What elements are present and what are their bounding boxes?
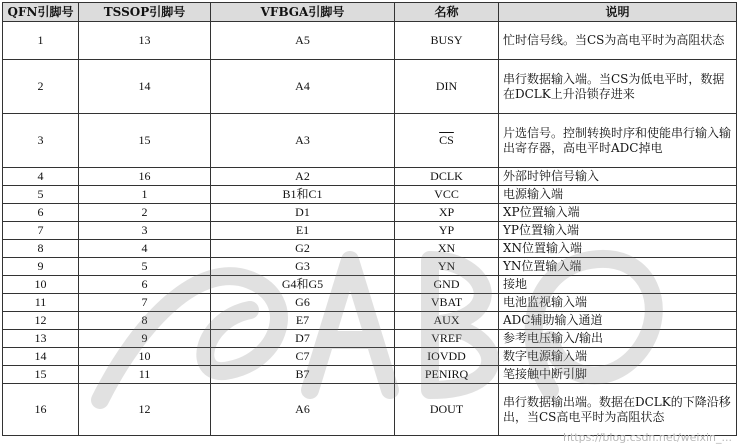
- vfbga-cell: A5: [211, 22, 395, 60]
- qfn-cell: 15: [3, 366, 79, 384]
- pin-name-cell: $\overline{CS}$: [395, 114, 499, 168]
- qfn-cell: 8: [3, 240, 79, 258]
- table-row: [3, 258, 737, 276]
- tssop-cell: 5: [79, 258, 211, 276]
- desc-cell: XP位置输入端: [499, 204, 737, 222]
- qfn-cell: 14: [3, 348, 79, 366]
- vfbga-cell: G3: [211, 258, 395, 276]
- table-row: [3, 186, 737, 204]
- header-name: 名称: [395, 3, 499, 22]
- vfbga-cell: E1: [211, 222, 395, 240]
- table-row: [3, 366, 737, 384]
- vfbga-cell: D7: [211, 330, 395, 348]
- desc-cell: 片选信号。控制转换时序和使能串行输入输出寄存器，高电平时ADC掉电: [499, 114, 737, 168]
- header-vfbga: VFBGA引脚号: [211, 3, 395, 22]
- pin-name-cell: XP: [395, 204, 499, 222]
- vfbga-cell: G4和G5: [211, 276, 395, 294]
- pin-name-cell: VREF: [395, 330, 499, 348]
- pin-name-cell: VBAT: [395, 294, 499, 312]
- pin-name-cell: IOVDD: [395, 348, 499, 366]
- desc-cell: 串行数据输入端。当CS为低电平时，数据在DCLK上升沿锁存进来: [499, 60, 737, 114]
- qfn-cell: 1: [3, 22, 79, 60]
- table-row: [3, 330, 737, 348]
- desc-cell: 电池监视输入端: [499, 294, 737, 312]
- qfn-cell: 6: [3, 204, 79, 222]
- table-row: [3, 60, 737, 114]
- vfbga-cell: B7: [211, 366, 395, 384]
- pin-name-cell: VCC: [395, 186, 499, 204]
- qfn-cell: 5: [3, 186, 79, 204]
- pin-name-cell: BUSY: [395, 22, 499, 60]
- table-row: [3, 222, 737, 240]
- tssop-cell: 14: [79, 60, 211, 114]
- tssop-cell: 13: [79, 22, 211, 60]
- qfn-cell: 4: [3, 168, 79, 186]
- qfn-cell: 7: [3, 222, 79, 240]
- qfn-cell: 12: [3, 312, 79, 330]
- desc-cell: 忙时信号线。当CS为高电平时为高阻状态: [499, 22, 737, 60]
- desc-cell: XN位置输入端: [499, 240, 737, 258]
- vfbga-cell: G6: [211, 294, 395, 312]
- vfbga-cell: C7: [211, 348, 395, 366]
- pin-name-cell: YP: [395, 222, 499, 240]
- vfbga-cell: A4: [211, 60, 395, 114]
- tssop-cell: 12: [79, 384, 211, 436]
- tssop-cell: 10: [79, 348, 211, 366]
- url-watermark: https://blog.csdn.net/weixin_...: [562, 431, 732, 444]
- header-tssop: TSSOP引脚号: [79, 3, 211, 22]
- pin-name-cell: XN: [395, 240, 499, 258]
- tssop-cell: 2: [79, 204, 211, 222]
- pin-name-cell: DCLK: [395, 168, 499, 186]
- header-qfn: QFN引脚号: [3, 3, 79, 22]
- pin-name-cell: AUX: [395, 312, 499, 330]
- vfbga-cell: A2: [211, 168, 395, 186]
- table-row: [3, 384, 737, 436]
- vfbga-cell: B1和C1: [211, 186, 395, 204]
- table-row: [3, 294, 737, 312]
- desc-cell: 笔接触中断引脚: [499, 366, 737, 384]
- desc-cell: ADC辅助输入通道: [499, 312, 737, 330]
- qfn-cell: 16: [3, 384, 79, 436]
- table-row: [3, 22, 737, 60]
- qfn-cell: 10: [3, 276, 79, 294]
- tssop-cell: 15: [79, 114, 211, 168]
- vfbga-cell: G2: [211, 240, 395, 258]
- qfn-cell: 11: [3, 294, 79, 312]
- desc-cell: 外部时钟信号输入: [499, 168, 737, 186]
- desc-cell: YN位置输入端: [499, 258, 737, 276]
- pin-name-cell: GND: [395, 276, 499, 294]
- vfbga-cell: A6: [211, 384, 395, 436]
- tssop-cell: 4: [79, 240, 211, 258]
- header-row: [3, 3, 737, 22]
- qfn-cell: 13: [3, 330, 79, 348]
- tssop-cell: 3: [79, 222, 211, 240]
- pin-name-cell: YN: [395, 258, 499, 276]
- tssop-cell: 8: [79, 312, 211, 330]
- tssop-cell: 1: [79, 186, 211, 204]
- desc-cell: YP位置输入端: [499, 222, 737, 240]
- qfn-cell: 3: [3, 114, 79, 168]
- desc-cell: 接地: [499, 276, 737, 294]
- desc-cell: 串行数据输出端。数据在DCLK的下降沿移出，当CS高电平时为高阻状态: [499, 384, 737, 436]
- desc-cell: 电源输入端: [499, 186, 737, 204]
- header-desc: 说明: [499, 3, 737, 22]
- vfbga-cell: E7: [211, 312, 395, 330]
- qfn-cell: 2: [3, 60, 79, 114]
- vfbga-cell: D1: [211, 204, 395, 222]
- table-row: [3, 168, 737, 186]
- table-row: [3, 312, 737, 330]
- pin-name-cell: PENIRQ: [395, 366, 499, 384]
- table-row: [3, 114, 737, 168]
- table-row: [3, 276, 737, 294]
- vfbga-cell: A3: [211, 114, 395, 168]
- tssop-cell: 11: [79, 366, 211, 384]
- tssop-cell: 7: [79, 294, 211, 312]
- desc-cell: 数字电源输入端: [499, 348, 737, 366]
- pin-table: [2, 2, 737, 436]
- desc-cell: 参考电压输入/输出: [499, 330, 737, 348]
- table-row: [3, 348, 737, 366]
- table-row: [3, 240, 737, 258]
- qfn-cell: 9: [3, 258, 79, 276]
- pin-name-cell: DIN: [395, 60, 499, 114]
- tssop-cell: 9: [79, 330, 211, 348]
- tssop-cell: 16: [79, 168, 211, 186]
- table-row: [3, 204, 737, 222]
- tssop-cell: 6: [79, 276, 211, 294]
- pin-name-cell: DOUT: [395, 384, 499, 436]
